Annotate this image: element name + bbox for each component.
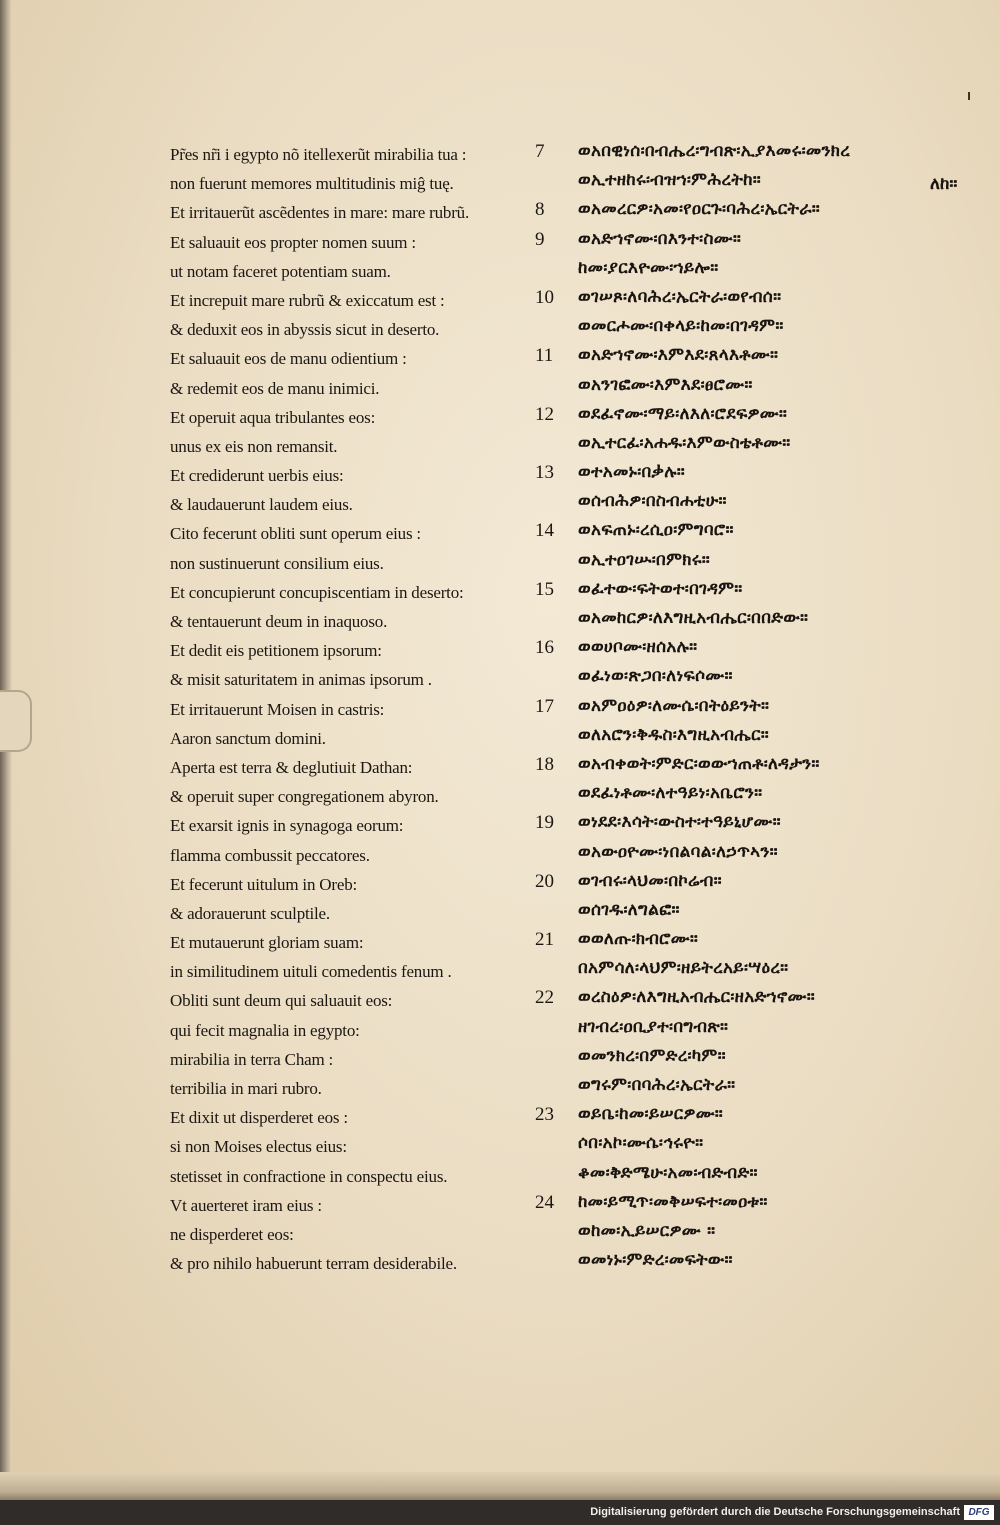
geez-line: ወአድኀኖሙ፡በእንተ፡ስሙ። <box>578 228 742 249</box>
geez-line: ወአብቀወት፡ምድር፡ወውኀጠቶ፡ለዳታን። <box>578 753 820 774</box>
geez-overflow-word: ለከ። <box>930 174 958 194</box>
geez-verse <box>535 925 955 983</box>
page-bottom-edge <box>0 1472 1000 1500</box>
latin-line: Obliti sunt deum qui saluauit eos: <box>170 991 393 1011</box>
geez-verse <box>535 400 955 458</box>
geez-line: ወአፍጠኑ፡ረሲዐ፡ምግባሮ። <box>578 520 734 541</box>
verse-number: 10 <box>535 286 554 308</box>
verse-number: 16 <box>535 637 554 659</box>
geez-line: ወደፈኖሙ፡ማይ፡ለእለ፡ሮደፍዎሙ። <box>578 403 788 424</box>
geez-line: ወይቤ፡ከመ፡ይሠርዎሙ። <box>578 1104 724 1125</box>
geez-line: ሶበ፡አኮ፡ሙሴ፡ኅሩዮ። <box>578 1133 704 1154</box>
verse-number: 14 <box>535 520 554 542</box>
latin-line: Vt auerteret iram eius : <box>170 1195 322 1215</box>
latin-line: & adorauerunt sculptile. <box>170 903 330 923</box>
geez-verse <box>535 692 955 750</box>
geez-verse <box>535 137 955 195</box>
latin-line: Et irritauerunt Moisen in castris: <box>170 699 385 719</box>
latin-line: Et crediderunt uerbis eius: <box>170 466 344 486</box>
geez-line: ወኢተዘከሩ፡ብዝኀ፡ምሕረትከ። <box>578 170 762 191</box>
geez-line: ወግሩም፡በባሕረ፡ኤርትራ። <box>578 1075 736 1095</box>
latin-line: qui fecit magnalia in egypto: <box>170 1020 360 1040</box>
verse-number: 24 <box>535 1191 554 1213</box>
latin-line: Et increpuit mare rubrũ & exiccatum est : <box>170 290 445 310</box>
latin-line: & misit saturitatem in animas ipsorum . <box>170 670 432 690</box>
geez-line: ወነደደ፡እሳት፡ውስተ፡ተዓይኒሆሙ። <box>578 812 781 833</box>
latin-line: mirabilia in terra Cham : <box>170 1049 334 1069</box>
latin-line: Et operuit aqua tribulantes eos: <box>170 407 376 427</box>
geez-line: ወገሠጾ፡ለባሕረ፡ኤርትራ፡ወየብሰ። <box>578 286 782 307</box>
latin-line: terribilia in mari rubro. <box>170 1079 322 1098</box>
geez-line: ወአበዊነሰ፡በብሔረ፡ግብጽ፡ኢያእመሩ፡መንክረ <box>578 141 851 161</box>
geez-line: ወኢተዐገሡ፡በምክሩ። <box>578 549 710 570</box>
verse-number: 13 <box>535 462 554 484</box>
geez-line: ወመነኑ፡ምድረ፡መፍትው። <box>578 1250 733 1271</box>
geez-line: ወለአሮን፡ቅዱስ፡እግዚአብሔር። <box>578 724 770 745</box>
geez-line: ወረስዕዎ፡ለእግዚአብሔር፡ዘአድኀኖሙ። <box>578 987 815 1008</box>
geez-verse <box>535 633 955 691</box>
geez-line: ወወሀቦሙ፡ዘሰአሉ። <box>578 637 698 658</box>
latin-line: non fuerunt memores multitudinis miĝ tuę. <box>170 174 454 194</box>
verse-number: 19 <box>535 812 554 834</box>
geez-line: ወአምዐዕዎ፡ለሙሴ፡በትዕይንት። <box>578 695 770 716</box>
latin-line: & deduxit eos in abyssis sicut in deserto. <box>170 320 440 340</box>
latin-line: & pro nihilo habuerunt terram desiderabile. <box>170 1254 457 1274</box>
latin-line: Aaron sanctum domini. <box>170 728 326 748</box>
latin-line: stetisset in confractione in conspectu eius. <box>170 1166 448 1186</box>
verse-number: 22 <box>535 987 554 1009</box>
latin-line: & laudauerunt laudem eius. <box>170 495 353 515</box>
geez-column <box>535 137 958 1275</box>
geez-line: ወአውዐዮሙ፡ነበልባል፡ለኃጥኣን። <box>578 841 778 862</box>
geez-line: ወአንገፎሙ፡እምእደ፡ፀሮሙ። <box>578 374 753 395</box>
verse-number: 12 <box>535 403 554 425</box>
latin-line: flamma combussit peccatores. <box>170 845 370 865</box>
geez-line: በአምሳለ፡ላህም፡ዘይትረአይ፡ሣዕረ። <box>578 958 789 979</box>
verse-number: 23 <box>535 1104 554 1126</box>
verse-number: 8 <box>535 199 545 221</box>
dfg-logo: DFG <box>964 1505 994 1520</box>
latin-line: Pr̃es nr̃i i egypto nõ itellexerũt mirabilia tua : <box>170 145 467 164</box>
geez-verse <box>535 750 955 808</box>
geez-line: ወገብሩ፡ላህመ፡በኮሬብ። <box>578 870 722 891</box>
geez-verse <box>535 983 955 1100</box>
geez-line: ወከመ፡ኢይሠርዎሙ ። <box>578 1220 716 1241</box>
latin-line: Aperta est terra & deglutiuit Dathan: <box>170 757 413 777</box>
latin-line: ne disperderet eos: <box>170 1224 294 1244</box>
geez-verse <box>535 458 955 516</box>
geez-verse <box>535 516 955 574</box>
page-mark <box>968 92 970 100</box>
geez-verse <box>535 341 955 399</box>
latin-line: in similitudinem uituli comedentis fenum . <box>170 962 452 982</box>
latin-line: Et dixit ut disperderet eos : <box>170 1108 348 1128</box>
geez-verse <box>535 195 955 224</box>
latin-line: Et dedit eis petitionem ipsorum: <box>170 641 382 661</box>
verse-number: 18 <box>535 753 554 775</box>
latin-line: unus ex eis non remansit. <box>170 436 338 456</box>
verse-number: 17 <box>535 695 554 717</box>
latin-line: & tentauerunt deum in inaquoso. <box>170 612 388 631</box>
geez-line: ከመ፡ያርእዮሙ፡ኀይሎ። <box>578 257 719 278</box>
geez-line: ወመርሖሙ፡በቀላይ፡ከመ፡በገዳም። <box>578 316 784 337</box>
verse-number: 15 <box>535 578 554 600</box>
geez-line: ወተአመኑ፡በቃሉ። <box>578 462 685 483</box>
latin-line: Et saluauit eos de manu odientium : <box>170 349 407 369</box>
geez-line: ወፈተው፡ፍትወተ፡በገዳም። <box>578 578 743 599</box>
geez-line: ከመ፡ይሚጥ፡መቅሠፍተ፡መዐቱ። <box>578 1191 768 1212</box>
geez-line: ወአመረርዎ፡አመ፡የዐርጉ፡ባሕረ፡ኤርትራ። <box>578 199 821 220</box>
verse-number: 9 <box>535 228 545 250</box>
verse-number: 11 <box>535 345 554 367</box>
geez-line: ዘገብረ፡ዐቢያተ፡በግብጽ። <box>578 1016 729 1037</box>
geez-verse <box>535 867 955 925</box>
geez-verse <box>535 1100 955 1188</box>
verse-number: 7 <box>535 141 545 162</box>
latin-line: Et irritauerũt ascẽdentes in mare: mare rubrũ. <box>170 203 470 223</box>
latin-line: Et concupierunt concupiscentiam in deserto: <box>170 582 464 602</box>
latin-line: Et saluauit eos propter nomen suum : <box>170 232 416 252</box>
geez-verse <box>535 808 955 866</box>
geez-verse <box>535 1188 955 1276</box>
geez-line: ወአድኀኖሙ፡እምእደ፡ጸላእቶሙ። <box>578 345 779 366</box>
verse-number: 20 <box>535 870 554 892</box>
geez-line: ወአመከርዎ፡ለእግዚአብሔር፡በበድው። <box>578 608 809 628</box>
latin-line: & operuit super congregationem abyron. <box>170 787 439 807</box>
geez-line: ቆመ፡ቅድሜሁ፡አመ፡ብድብድ። <box>578 1162 758 1183</box>
digitization-credit: Digitalisierung gefördert durch die Deutsche Forschungsgemeinschaft <box>590 1506 960 1518</box>
geez-line: ወሰገዱ፡ለግልፎ። <box>578 899 680 920</box>
latin-line: Cito fecerunt obliti sunt operum eius : <box>170 524 421 544</box>
geez-verse <box>535 575 955 633</box>
latin-line: ut notam faceret potentiam suam. <box>170 261 391 281</box>
latin-line: Et fecerunt uitulum in Oreb: <box>170 874 358 894</box>
latin-line: Et exarsit ignis in synagoga eorum: <box>170 816 404 836</box>
page-clip <box>0 690 32 752</box>
latin-column <box>170 140 520 1278</box>
geez-line: ወደፈነቶሙ፡ለተዓይነ፡አቤሮን። <box>578 783 763 804</box>
geez-line: ወሰብሕዎ፡በስብሐቲሁ። <box>578 491 727 512</box>
geez-line: ወኢተርፈ፡አሐዱ፡እምውስቴቶሙ። <box>578 432 791 453</box>
latin-line: si non Moises electus eius: <box>170 1137 347 1157</box>
verse-number: 21 <box>535 929 554 951</box>
geez-verse <box>535 283 955 341</box>
geez-verse <box>535 225 955 283</box>
geez-line: ወፈነወ፡ጽጋበ፡ለነፍሶሙ። <box>578 666 733 687</box>
latin-line: non sustinuerunt consilium eius. <box>170 553 384 573</box>
latin-line: & redemit eos de manu inimici. <box>170 378 380 398</box>
latin-line: Et mutauerunt gloriam suam: <box>170 933 364 953</box>
geez-line: ወወለጡ፡ክብሮሙ። <box>578 929 699 950</box>
geez-line: ወመንክረ፡በምድረ፡ካም። <box>578 1045 726 1066</box>
